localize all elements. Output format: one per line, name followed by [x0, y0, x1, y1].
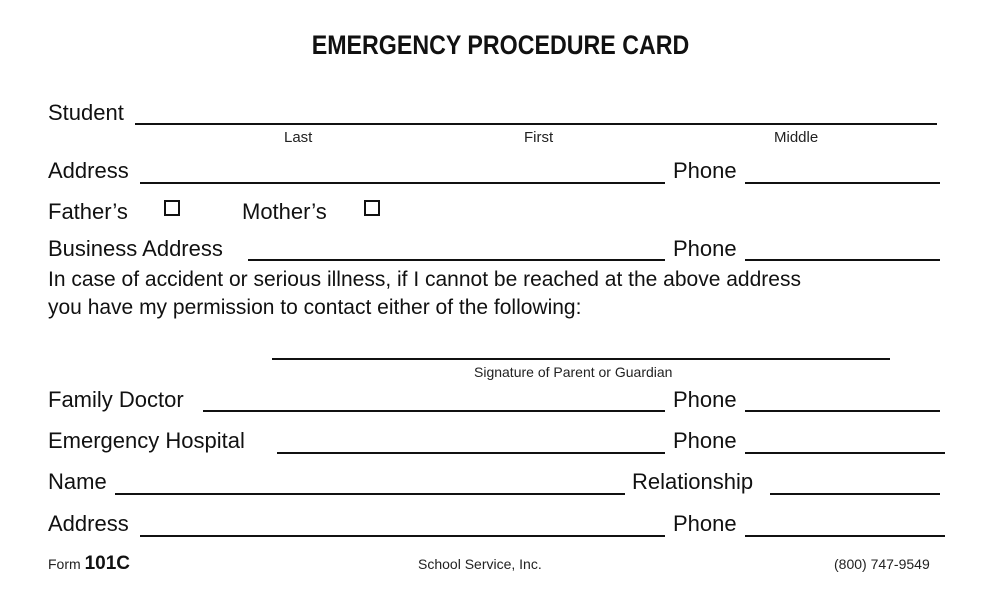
business-phone-field[interactable] [745, 259, 940, 261]
contact-name-label: Name [48, 469, 107, 494]
hospital-phone-field[interactable] [745, 452, 945, 454]
business-address-label: Business Address [48, 236, 223, 261]
student-label: Student [48, 100, 124, 125]
relationship-label: Relationship [632, 469, 754, 494]
permission-line-1: In case of accident or serious illness, if I cannot be reached at the above address [48, 268, 801, 291]
mother-checkbox[interactable] [364, 200, 380, 216]
doctor-phone-field[interactable] [745, 410, 940, 412]
address-phone-field[interactable] [745, 182, 940, 184]
family-doctor-label: Family Doctor [48, 387, 184, 412]
contact-address-label: Address [48, 511, 129, 536]
contact-name-field[interactable] [115, 493, 625, 495]
business-address-field[interactable] [248, 259, 665, 261]
father-label: Father’s [48, 199, 128, 224]
company-phone: (800) 747-9549 [834, 556, 930, 572]
form-number [48, 553, 130, 575]
address-field[interactable] [140, 182, 665, 184]
address-label: Address [48, 158, 129, 183]
contact-address-field[interactable] [140, 535, 665, 537]
last-name-caption: Last [284, 129, 313, 146]
address-phone-label: Phone [673, 158, 737, 183]
first-name-caption: First [524, 129, 554, 146]
family-doctor-field[interactable] [203, 410, 665, 412]
permission-line-2: you have my permission to contact either of the following: [48, 296, 582, 319]
company-name: School Service, Inc. [418, 556, 542, 572]
student-name-field[interactable] [135, 123, 937, 125]
contact-phone-label: Phone [673, 511, 737, 536]
mother-label: Mother’s [242, 199, 327, 224]
middle-name-caption: Middle [774, 129, 819, 146]
father-checkbox[interactable] [164, 200, 180, 216]
doctor-phone-label: Phone [673, 387, 737, 412]
permission-text [48, 266, 801, 322]
business-phone-label: Phone [673, 236, 737, 261]
emergency-hospital-field[interactable] [277, 452, 665, 454]
form-code: 101C [84, 553, 130, 574]
signature-field[interactable] [272, 358, 890, 360]
form-prefix: Form [48, 556, 81, 572]
emergency-hospital-label: Emergency Hospital [48, 428, 245, 453]
hospital-phone-label: Phone [673, 428, 737, 453]
relationship-field[interactable] [770, 493, 940, 495]
signature-caption: Signature of Parent or Guardian [474, 364, 673, 380]
contact-phone-field[interactable] [745, 535, 945, 537]
page-title: EMERGENCY PROCEDURE CARD [311, 30, 690, 60]
